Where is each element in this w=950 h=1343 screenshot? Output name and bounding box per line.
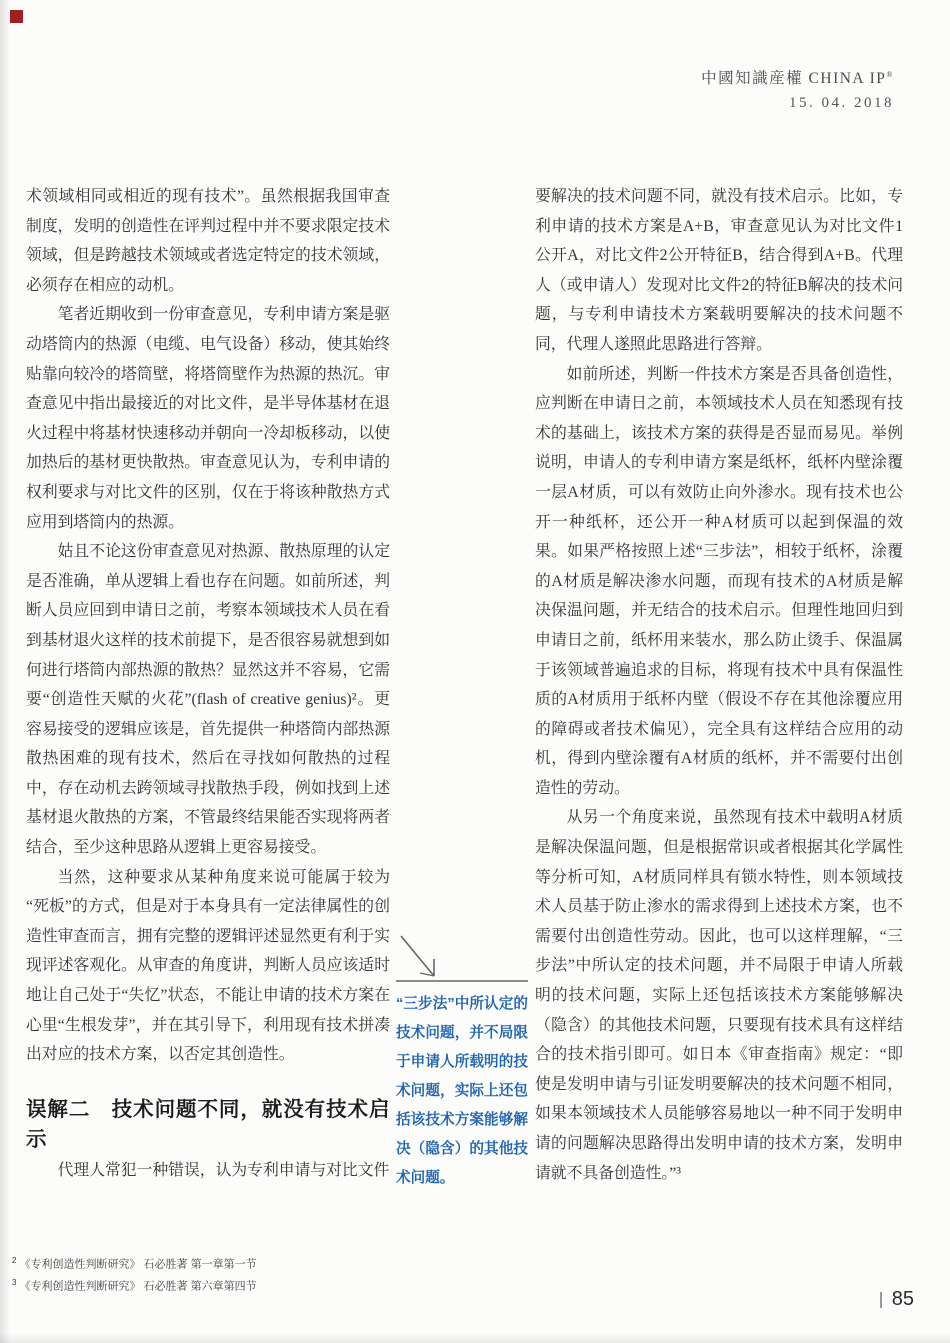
registered-trademark-symbol: ®: [886, 69, 894, 79]
pull-quote: [396, 933, 528, 1193]
pull-quote-text: “三步法”中所认定的技术问题，并不局限于申请人所载明的技术问题，实际上还包括该技术方案能够解决（隐含）的其他技术问题。: [396, 996, 528, 1186]
left-column: [26, 182, 390, 1185]
section-heading: 误解二 技术问题不同，就没有技术启示: [26, 1097, 390, 1151]
pull-quote-rule: [396, 980, 528, 982]
body-paragraph: 当然，这种要求从某种角度来说可能属于较为“死板”的方式，但是对于本身具有一定法律属性的创造性审查而言，拥有完整的逻辑评述显然更有利于实现评述客观化。从审查的角度讲，判断人员应该适时地让自己处于“失忆”状态，不能让申请的技术方案在心里“生根发芽”，并在其引导下，利用现有技术拼凑出对应的技术方案，以否定其创造性。: [26, 868, 390, 1064]
brand-text: 中國知識産權 CHINA IP: [701, 70, 887, 87]
arrow-icon: [396, 933, 528, 980]
footnote-text: 《专利创造性判断研究》 石必胜著 第一章第一节: [19, 1258, 257, 1271]
right-column: [535, 182, 903, 1188]
corner-red-square: [10, 10, 23, 23]
footnote-marker: 3: [12, 1277, 17, 1287]
body-paragraph: 要解决的技术问题不同，就没有技术启示。比如，专利申请的技术方案是A+B，审查意见认为对比文件1公开A，对比文件2公开特征B，结合得到A+B。代理人（或申请人）发现对比文件2的特征B解决的技术问题，与专利申请技术方案载明要解决的技术问题不同，代理人遂照此思路进行答辩。: [535, 188, 903, 353]
footnote-text: 《专利创造性判断研究》 石必胜著 第六章第四节: [19, 1280, 257, 1293]
brand-wordmark: [701, 66, 894, 88]
page-number-divider: [880, 1292, 882, 1308]
body-paragraph: 姑且不论这份审查意见对热源、散热原理的认定是否准确，单从逻辑上看也存在问题。如前所述，判断人员应回到申请日之前，考察本领域技术人员在看到基材退火这样的技术前提下，是否很容易就想到如何进行塔筒内部热源的散热？显然这并不容易，它需要“创造性天赋的火花”(flash of creative genius)²。更容易接受的逻辑应该是，首先提供一种塔筒内部热源散热困难的现有技术，然后在寻找如何散热的过程中，存在动机去跨领域寻找散热手段，例如找到上述基材退火散热的方案，不管最终结果能否实现将两者结合，至少这种思路从逻辑上更容易接受。: [26, 543, 390, 857]
body-paragraph: 术领域相同或相近的现有技术”。虽然根据我国审查制度，发明的创造性在评判过程中并不要求限定技术领域，但是跨越技术领域或者选定特定的技术领域，必须存在相应的动机。: [26, 188, 390, 294]
body-paragraph: 从另一个角度来说，虽然现有技术中载明A材质是解决保温问题，但是根据常识或者根据其化学属性等分析可知，A材质同样具有锁水特性，则本领域技术人员基于防止渗水的需求得到上述技术方案，也不需要付出创造性劳动。因此，也可以这样理解，“三步法”中所认定的技术问题，并不局限于申请人所载明的技术问题，实际上还包括该技术方案能够解决（隐含）的其他技术问题，只要现有技术具有这样结合的技术指引即可。如日本《审查指南》规定：“即使是发明申请与引证发明要解决的技术问题不相同，如果本领域技术人员能够容易地以一种不同于发明申请的问题解决思路得出发明申请的技术方案，发明申请就不具备创造性。”³: [535, 809, 903, 1182]
page-number-value: 85: [891, 1288, 914, 1310]
footnote: [12, 1274, 257, 1296]
footnote-marker: 2: [12, 1256, 17, 1265]
page-header: [701, 66, 894, 112]
body-paragraph: 笔者近期收到一份审查意见，专利申请方案是驱动塔筒内的热源（电缆、电气设备）移动，使其始终贴靠向较冷的塔筒壁，将塔筒壁作为热源的热沉。审查意见中指出最接近的对比文件，是半导体基材在退火过程中将基材快速移动并朝向一冷却板移动，以使加热后的基材更快散热。审查意见认为，专利申请的权利要求与对比文件的区别，仅在于将该种散热方式应用到塔筒内的热源。: [26, 306, 390, 531]
issue-date: 15. 04. 2018: [789, 95, 894, 111]
section-lead-paragraph: 代理人常犯一种错误，认为专利申请与对比文件: [57, 1161, 390, 1179]
page-number: [880, 1288, 914, 1311]
footnotes: [12, 1252, 257, 1295]
body-paragraph: 如前所述，判断一件技术方案是否具备创造性，应判断在申请日之前，本领域技术人员在知悉现有技术的基础上，该技术方案的获得是否显而易见。举例说明，申请人的专利申请方案是纸杯，纸杯内壁涂覆一层A材质，可以有效防止向外渗水。现有技术也公开一种纸杯，还公开一种A材质可以起到保温的效果。如果严格按照上述“三步法”，相较于纸杯，涂覆的A材质是解决渗水问题，而现有技术的A材质是解决保温问题，并无结合的技术启示。但理性地回归到申请日之前，纸杯用来装水，那么防止烫手、保温属于该领域普遍追求的目标，将现有技术中具有保温性质的A材质用于纸杯内壁（假设不存在其他涂覆应用的障碍或者技术偏见），完全具有这样结合应用的动机，得到内壁涂覆有A材质的纸杯，并不需要付出创造性的劳动。: [535, 365, 903, 797]
footnote: [12, 1252, 257, 1274]
